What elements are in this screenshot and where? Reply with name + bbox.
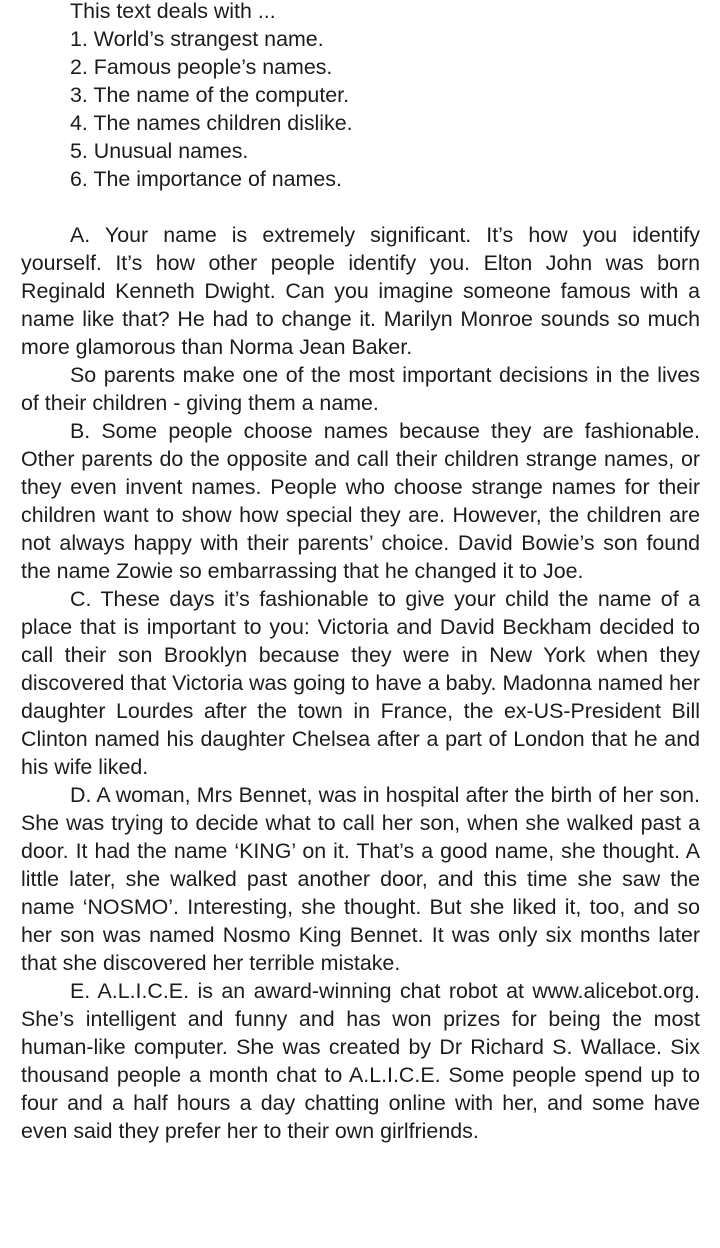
paragraph-d: D. A woman, Mrs Bennet, was in hospital after the birth of her son. She was trying to decide what to call her son, when she walked past a door. It had the name ‘KING’ on it. That’s a good name, she thought. A little later, she walked past another door, and this time she saw the name ‘NOSMO’. Interesting, she thought. But she liked it, too, and so her son was named Nosmo King Bennet. It was only six months later that she discovered her terrible mistake.	[21, 783, 700, 975]
document-page	[21, 0, 700, 1145]
paragraph-b: B. Some people choose names because they are fashionable. Other parents do the opposite and call their children strange names, or they even invent names. People who choose strange names for their children want to show how special they are. However, the children are not always happy with their parents’ choice. David Bowie’s son found the name Zowie so embarrassing that he changed it to Joe.	[21, 419, 700, 583]
option-2: 2. Famous people’s names.	[70, 55, 333, 79]
option-5: 5. Unusual names.	[70, 139, 249, 163]
option-6: 6. The importance of names.	[70, 167, 342, 191]
option-4: 4. The names children dislike.	[70, 111, 353, 135]
paragraph-e: E. A.L.I.C.E. is an award-winning chat robot at www.alicebot.org. She’s intelligent and funny and has won prizes for being the most human-like computer. She was created by Dr Richard S. Wallace. Six thousand people a month chat to A.L.I.C.E. Some people spend up to four and a half hours a day chatting online with her, and some have even said they prefer her to their own girlfriends.	[21, 979, 700, 1143]
paragraph-c: C. These days it’s fashionable to give your child the name of a place that is important to you: Victoria and David Beckham decided to call their son Brooklyn because they were in New York when they discovered that Victoria was going to have a baby. Madonna named her daughter Lourdes after the town in France, the ex-US-President Bill Clinton named his daughter Chelsea after a part of London that he and his wife liked.	[21, 587, 700, 779]
task-block	[21, 0, 700, 193]
paragraph-a: A. Your name is extremely significant. It’s how you identify yourself. It’s how other people identify you. Elton John was born Reginald Kenneth Dwight. Can you imagine someone famous with a name like that? He had to change it. Marilyn Monroe sounds so much more glamorous than Norma Jean Baker.	[21, 223, 700, 359]
paragraph-a-continued: So parents make one of the most important decisions in the lives of their children - giving them a name.	[21, 363, 700, 415]
option-1: 1. World’s strangest name.	[70, 27, 324, 51]
task-prompt: This text deals with ...	[70, 0, 276, 23]
option-3: 3. The name of the computer.	[70, 83, 350, 107]
